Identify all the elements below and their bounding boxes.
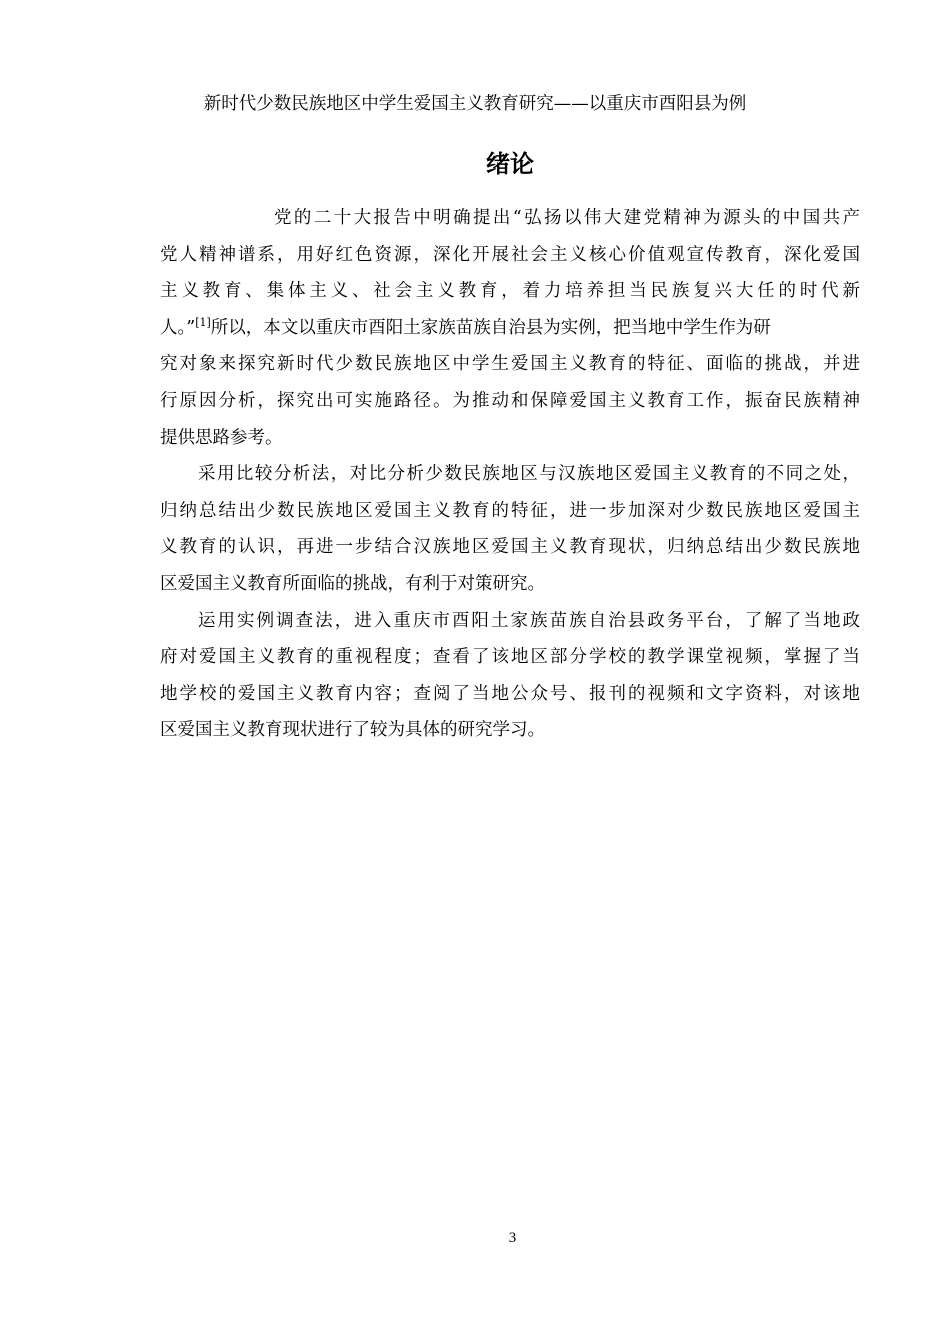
- paragraph-line: 区爱国主义教育现状进行了较为具体的研究学习。: [160, 720, 545, 741]
- paragraph-line: 义教育的认识，再进一步结合汉族地区爱国主义教育现状，归纳总结出少数民族地: [160, 537, 860, 558]
- paragraph-1: [160, 200, 860, 456]
- paragraph-line: 运用实例调查法，进入重庆市酉阳土家族苗族自治县政务平台，了解了当地政: [198, 610, 860, 631]
- paragraph-line: 行原因分析，探究出可实施路径。为推动和保障爱国主义教育工作，振奋民族精神: [160, 390, 860, 411]
- paragraph-line: 党人精神谱系，用好红色资源，深化开展社会主义核心价值观宣传教育，深化爱国: [160, 244, 860, 265]
- paragraph-line: 采用比较分析法，对比分析少数民族地区与汉族地区爱国主义教育的不同之处，: [198, 464, 860, 485]
- running-header: 新时代少数民族地区中学生爱国主义教育研究——以重庆市酉阳县为例: [203, 94, 747, 114]
- page-number: 3: [508, 1230, 517, 1246]
- paragraph-3: [160, 603, 860, 749]
- paragraph-2: [160, 456, 860, 602]
- sentence-text: 所以，本文以重庆市酉阳土家族苗族自治县为实例，把当地中学生作为研: [210, 317, 771, 338]
- citation-marker: [1]: [195, 315, 211, 329]
- paragraph-line: 提供思路参考。: [160, 427, 283, 448]
- paragraph-line: 究对象来探究新时代少数民族地区中学生爱国主义教育的特征、面临的挑战，并进: [160, 354, 860, 375]
- paragraph-line: 党的二十大报告中明确提出“弘扬以伟大建党精神为源头的中国共产: [274, 208, 860, 228]
- quote-end-text: 人。”: [160, 317, 196, 338]
- body-text: [160, 200, 860, 749]
- paragraph-line: [160, 310, 860, 347]
- paragraph-line: 主义教育、集体主义、社会主义教育，着力培养担当民族复兴大任的时代新: [160, 281, 860, 302]
- paragraph-line: 区爱国主义教育所面临的挑战，有利于对策研究。: [160, 573, 545, 594]
- paragraph-line: 归纳总结出少数民族地区爱国主义教育的特征，进一步加深对少数民族地区爱国主: [160, 500, 860, 521]
- chapter-title: 绪论: [486, 150, 534, 178]
- paragraph-line: 地学校的爱国主义教育内容；查阅了当地公众号、报刊的视频和文字资料，对该地: [160, 683, 860, 704]
- paragraph-line: 府对爱国主义教育的重视程度；查看了该地区部分学校的教学课堂视频，掌握了当: [160, 647, 860, 668]
